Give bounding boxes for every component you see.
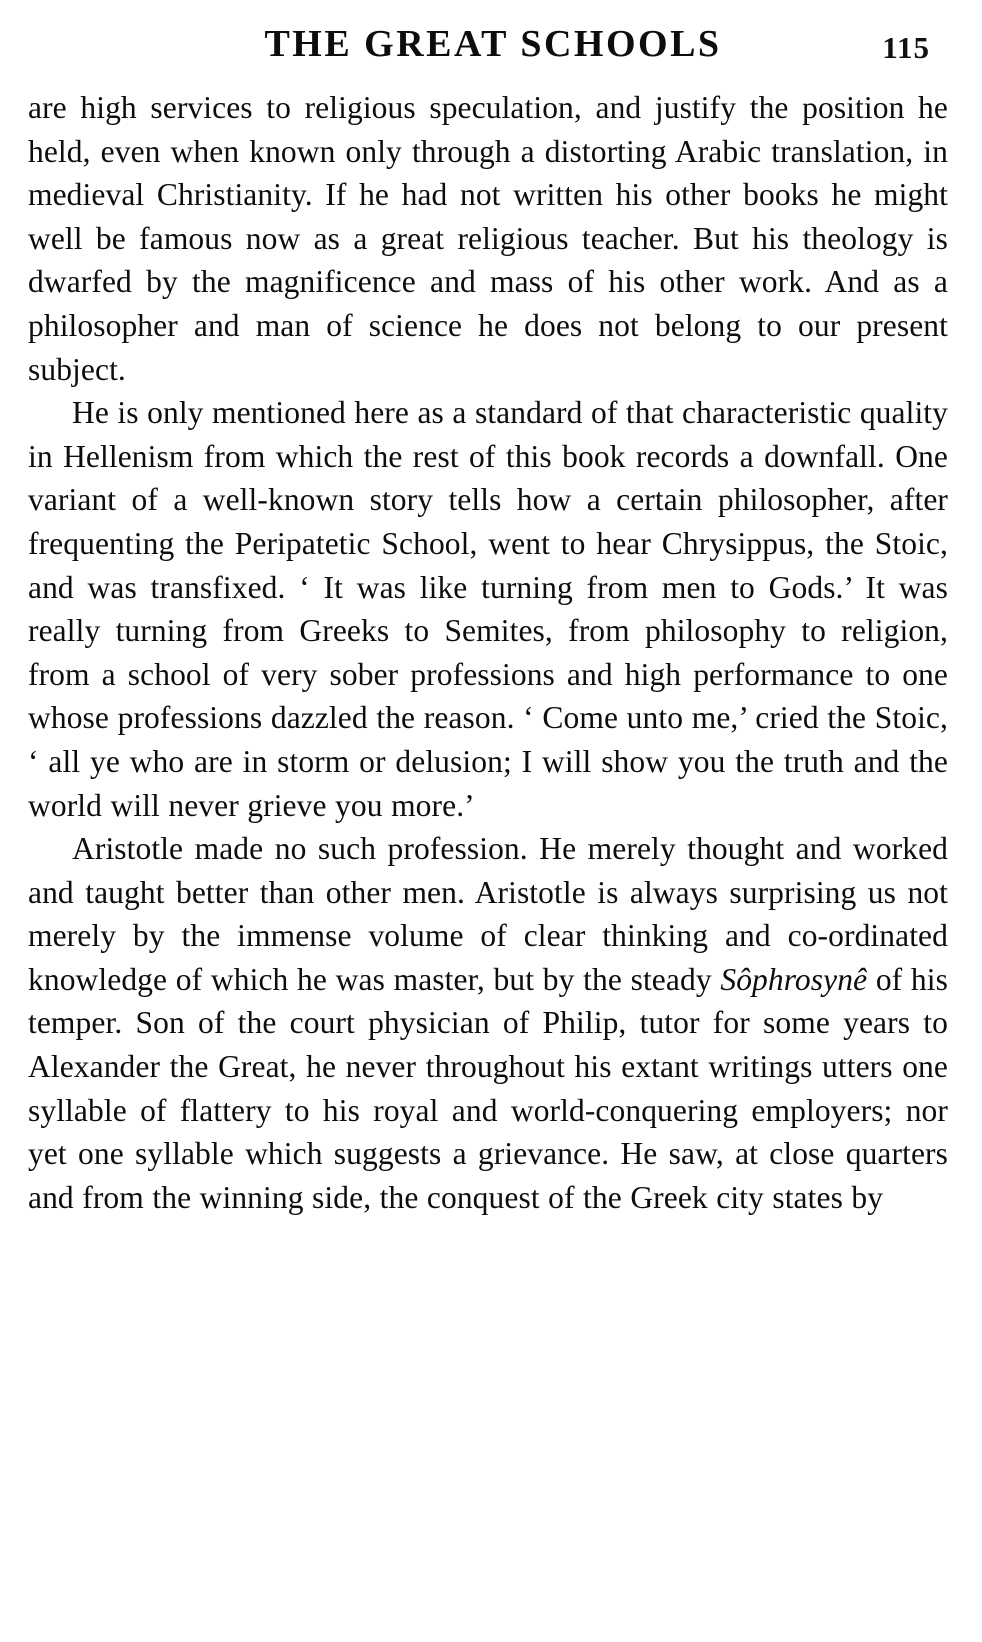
paragraph: [28, 827, 948, 1219]
body-text: [28, 86, 948, 1219]
running-head: THE GREAT SCHOOLS: [264, 23, 722, 65]
paragraph: He is only mentioned here as a standard of that characteristic quality in Hellenism from which the rest of this book records a downfall. One variant of a well-known story tells how a certain philosopher, after frequenting the Peripatetic School, went to hear Chrysippus, the Stoic, and was transfixed. ‘ It was like turning from men to Gods.’ It was really turning from Greeks to Semites, from philosophy to religion, from a school of very sober professions and high performance to one whose professions dazzled the reason. ‘ Come unto me,’ cried the Stoic, ‘ all ye who are in storm or delusion; I will show you the truth and the world will never grieve you more.’: [28, 395, 948, 823]
page-number: 115: [882, 30, 930, 65]
greek-term-sophrosyne: Sôphrosynê: [720, 961, 868, 997]
page-header: [28, 16, 948, 80]
paragraph: are high services to religious speculation, and justify the position he held, even when known only through a distorting Arabic translation, in medieval Christianity. If he had not written his other books he might well be famous now as a great religious teacher. But his theology is dwarfed by the magnificence and mass of his other work. And as a philosopher and man of science he does not belong to our present subject.: [28, 90, 948, 387]
paragraph-segment: of his temper. Son of the court physician of Philip, tutor for some years to Alexander the Great, he never throughout his extant writings utters one syllable of flattery to his royal and world-conquering employers; nor yet one syllable which suggests a grievance. He saw, at close quarters and from the winning side, the conquest of the Greek city states by: [28, 961, 948, 1215]
paragraph-segment: Aristotle made no such profession. He merely thought and worked and taught better than other men. Aristotle is always surprising us not merely by the immense volume of clear thinking and co-ordinated knowledge of which he was master, but by the steady: [28, 831, 948, 997]
